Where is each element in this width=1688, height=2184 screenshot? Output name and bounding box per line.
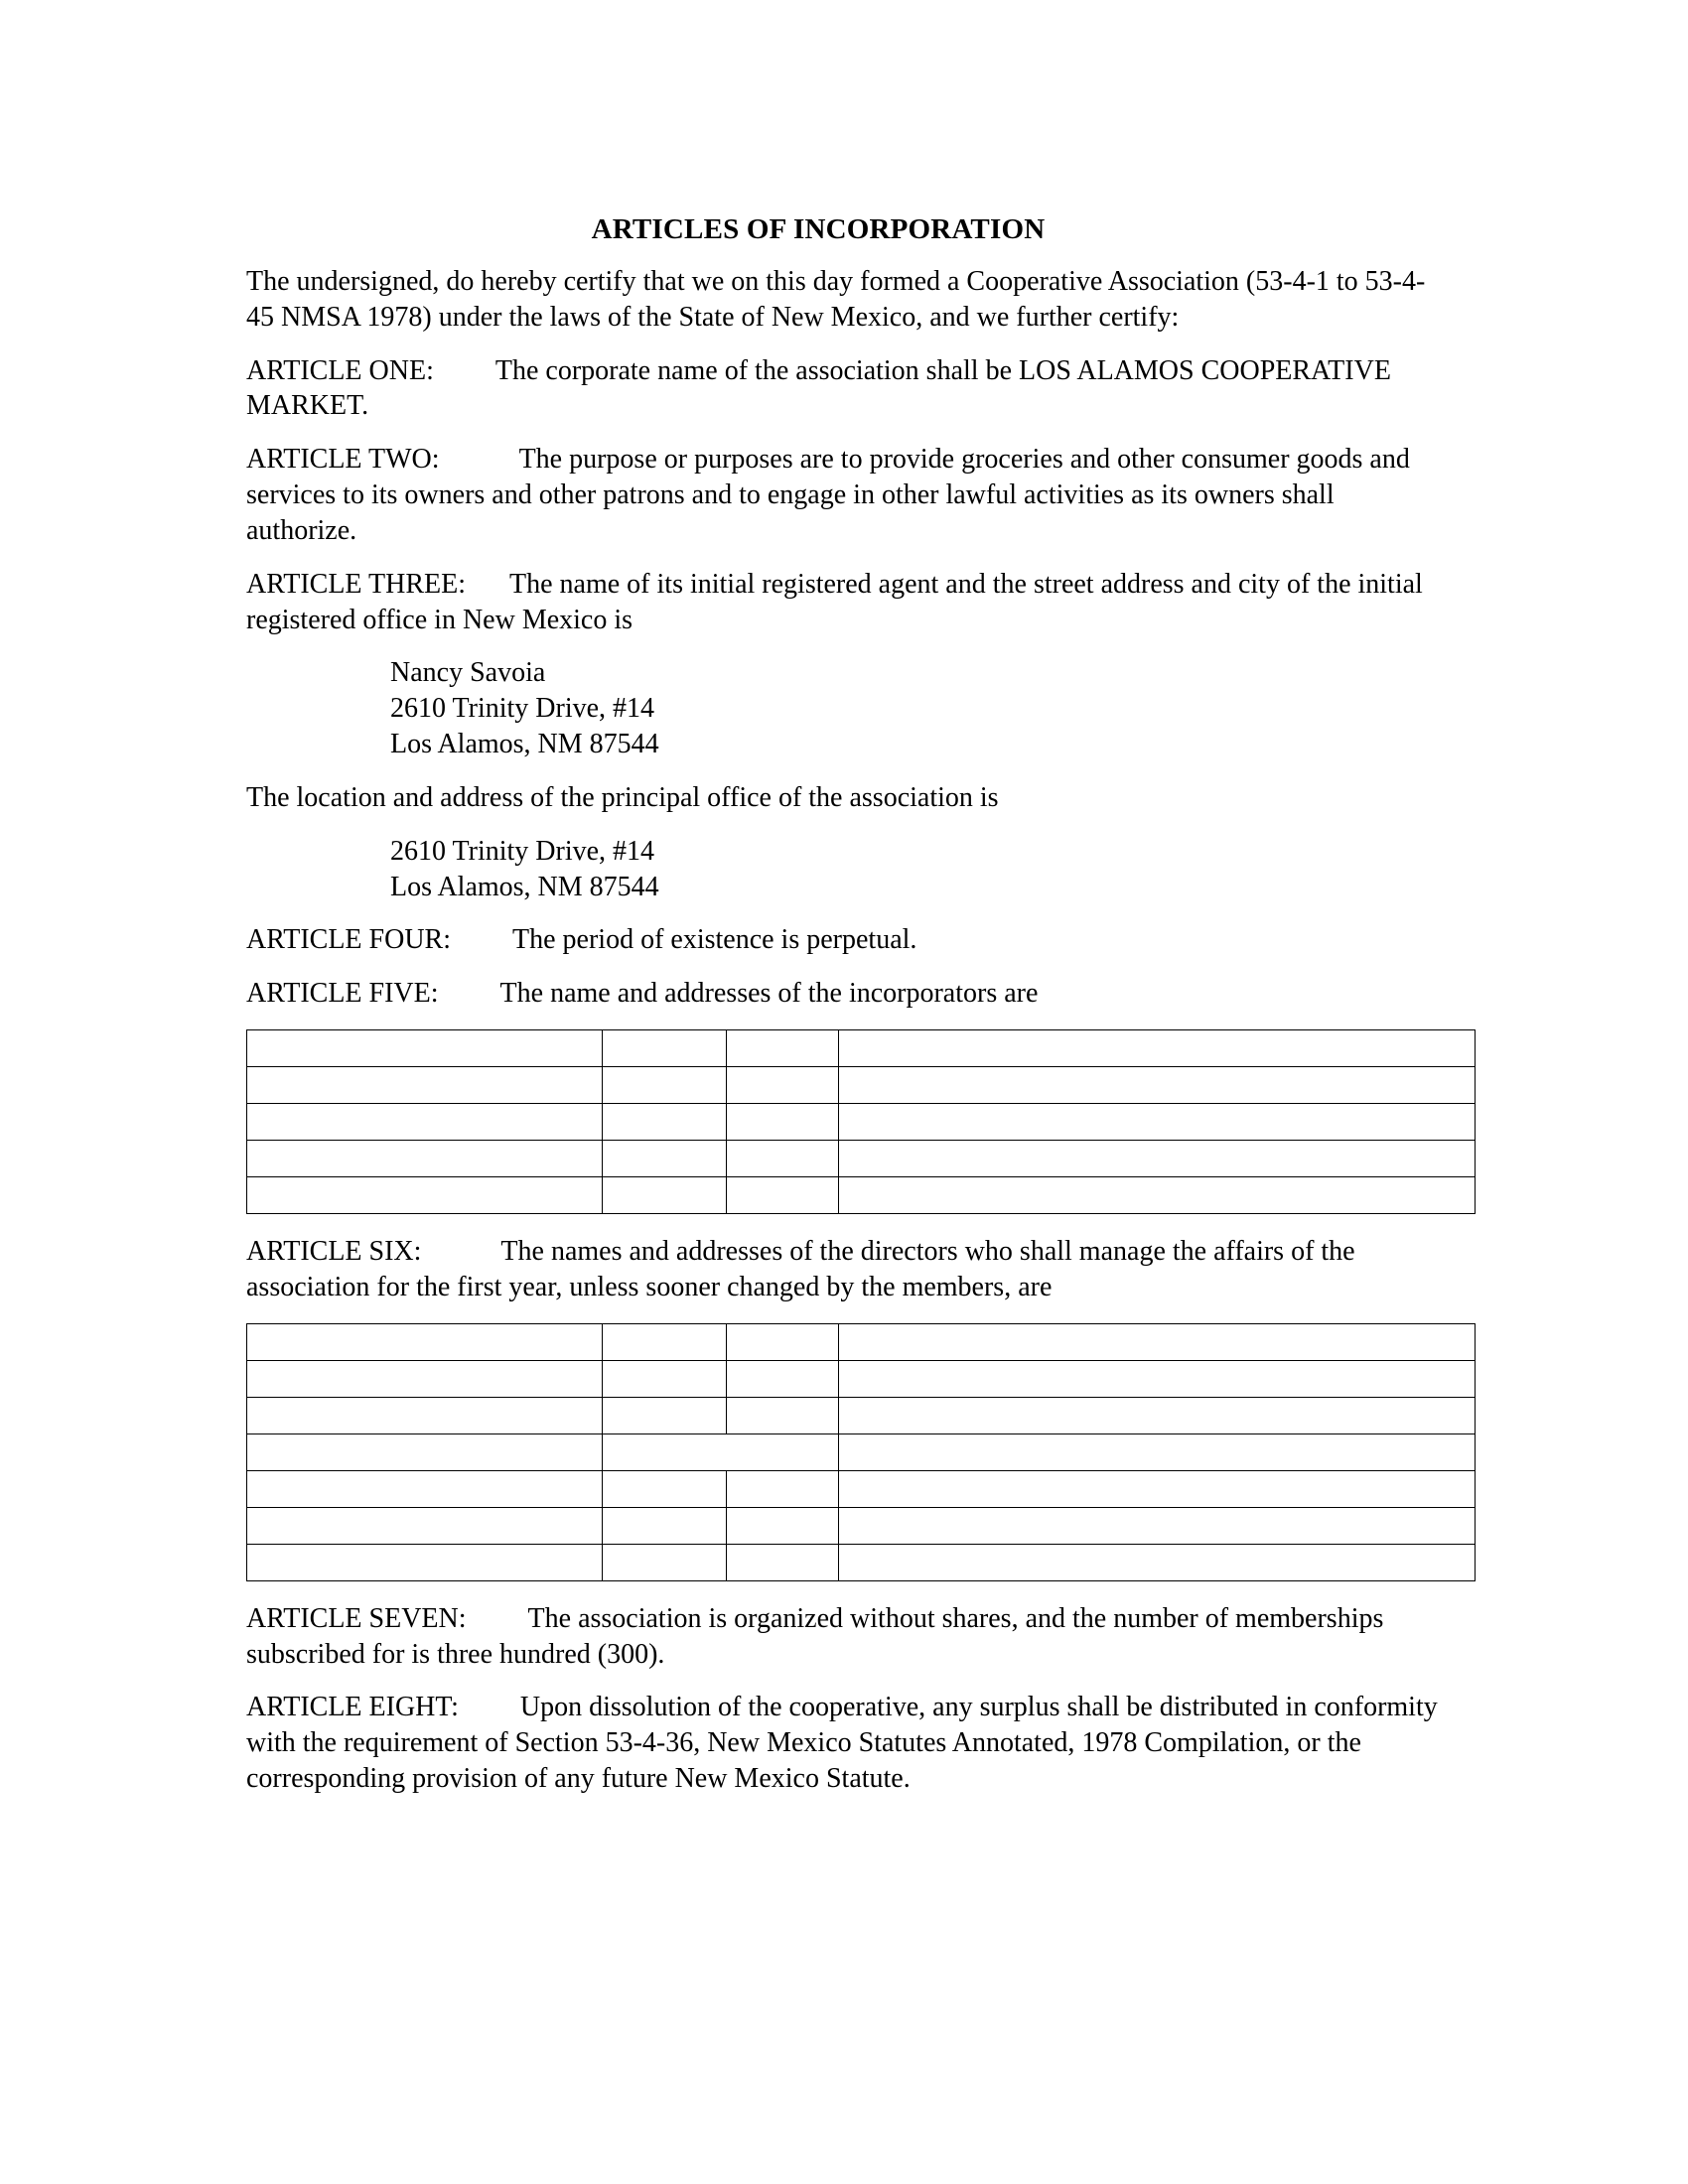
registered-agent-street: 2610 Trinity Drive, #14	[390, 693, 655, 725]
table-cell[interactable]	[247, 1141, 603, 1177]
table-cell[interactable]	[603, 1067, 727, 1104]
table-cell[interactable]	[839, 1030, 1476, 1067]
table-cell[interactable]	[727, 1507, 839, 1544]
table-cell[interactable]	[603, 1507, 727, 1544]
table-cell[interactable]	[603, 1470, 727, 1507]
principal-office-address	[246, 834, 1450, 905]
incorporators-table	[246, 1029, 1476, 1214]
article-seven-text: The association is organized without shares, and the number of memberships subscribed for is three hundred (300).	[246, 1602, 1384, 1670]
principal-office-city: Los Alamos, NM 87544	[390, 871, 659, 902]
registered-agent-address	[246, 655, 1450, 761]
article-four-text: The period of existence is perpetual.	[512, 924, 917, 956]
table-cell[interactable]	[603, 1433, 839, 1470]
table-cell[interactable]	[727, 1360, 839, 1397]
table-cell[interactable]	[603, 1397, 727, 1433]
article-seven-paragraph	[246, 1601, 1450, 1673]
table-cell[interactable]	[839, 1544, 1476, 1580]
table-cell[interactable]	[727, 1141, 839, 1177]
table-cell[interactable]	[727, 1470, 839, 1507]
table-cell[interactable]	[247, 1507, 603, 1544]
article-two-label: ARTICLE TWO:	[246, 444, 440, 476]
article-seven-label: ARTICLE SEVEN:	[246, 1602, 467, 1634]
table-cell[interactable]	[247, 1177, 603, 1214]
table-cell[interactable]	[603, 1544, 727, 1580]
table-cell[interactable]	[247, 1433, 603, 1470]
table-cell[interactable]	[247, 1104, 603, 1141]
table-row	[247, 1177, 1476, 1214]
article-one-text: The corporate name of the association shall be LOS ALAMOS COOPERATIVE MARKET.	[246, 354, 1391, 422]
article-six-label: ARTICLE SIX:	[246, 1236, 422, 1268]
table-cell[interactable]	[247, 1470, 603, 1507]
article-five-text: The name and addresses of the incorporators are	[499, 978, 1039, 1010]
table-row	[247, 1067, 1476, 1104]
article-four-paragraph	[246, 922, 1450, 958]
table-cell[interactable]	[247, 1544, 603, 1580]
article-three-label: ARTICLE THREE:	[246, 568, 467, 600]
table-cell[interactable]	[247, 1323, 603, 1360]
table-cell[interactable]	[727, 1030, 839, 1067]
table-cell[interactable]	[247, 1360, 603, 1397]
article-eight-paragraph	[246, 1690, 1450, 1796]
article-one-label: ARTICLE ONE:	[246, 354, 434, 386]
article-eight-label: ARTICLE EIGHT:	[246, 1692, 459, 1723]
table-row	[247, 1030, 1476, 1067]
table-cell[interactable]	[603, 1030, 727, 1067]
table-cell[interactable]	[727, 1323, 839, 1360]
article-five-label: ARTICLE FIVE:	[246, 978, 439, 1010]
article-eight-text: Upon dissolution of the cooperative, any surplus shall be distributed in conformity with the requirement of Section 53-4-36, New Mexico Statutes Annotated, 1978 Compilation, or the corresponding provision of any future New Mexico Statute.	[246, 1692, 1438, 1795]
table-cell[interactable]	[603, 1360, 727, 1397]
table-cell[interactable]	[839, 1397, 1476, 1433]
table-row	[247, 1507, 1476, 1544]
article-six-paragraph	[246, 1234, 1450, 1305]
table-cell[interactable]	[247, 1030, 603, 1067]
article-six-text: The names and addresses of the directors who shall manage the affairs of the association for the first year, unless sooner changed by the members, are	[246, 1236, 1355, 1302]
principal-office-street: 2610 Trinity Drive, #14	[390, 835, 655, 867]
table-cell[interactable]	[727, 1104, 839, 1141]
table-cell[interactable]	[247, 1397, 603, 1433]
table-cell[interactable]	[603, 1323, 727, 1360]
table-cell[interactable]	[727, 1177, 839, 1214]
article-five-paragraph	[246, 976, 1450, 1012]
directors-table	[246, 1323, 1476, 1581]
article-two-text: The purpose or purposes are to provide groceries and other consumer goods and services to its owners and other patrons and to engage in other lawful activities as its owners shall authorize.	[246, 444, 1410, 546]
intro-paragraph: The undersigned, do hereby certify that we on this day formed a Cooperative Association (53-4-1 to 53-4-45 NMSA 1978) under the laws of the State of New Mexico, and we further certify:	[246, 266, 1426, 333]
article-three-paragraph	[246, 567, 1450, 638]
article-four-label: ARTICLE FOUR:	[246, 924, 451, 956]
article-three-text: The name of its initial registered agent and the street address and city of the initial registered office in New Mexico is	[246, 568, 1423, 635]
table-row	[247, 1397, 1476, 1433]
table-cell[interactable]	[839, 1177, 1476, 1214]
article-one-paragraph	[246, 353, 1450, 425]
table-cell[interactable]	[603, 1177, 727, 1214]
table-cell[interactable]	[839, 1141, 1476, 1177]
table-cell[interactable]	[603, 1104, 727, 1141]
table-cell[interactable]	[727, 1397, 839, 1433]
table-cell[interactable]	[247, 1067, 603, 1104]
table-cell[interactable]	[839, 1360, 1476, 1397]
table-row	[247, 1323, 1476, 1360]
table-cell[interactable]	[603, 1141, 727, 1177]
page-title: ARTICLES OF INCORPORATION	[591, 213, 1046, 245]
table-row	[247, 1360, 1476, 1397]
principal-office-intro: The location and address of the principal office of the association is	[246, 781, 999, 813]
table-cell[interactable]	[839, 1507, 1476, 1544]
table-cell[interactable]	[839, 1323, 1476, 1360]
table-cell[interactable]	[839, 1433, 1476, 1470]
table-cell[interactable]	[727, 1067, 839, 1104]
table-row	[247, 1544, 1476, 1580]
table-row	[247, 1433, 1476, 1470]
table-row	[247, 1141, 1476, 1177]
table-cell[interactable]	[839, 1067, 1476, 1104]
registered-agent-city: Los Alamos, NM 87544	[390, 729, 659, 760]
registered-agent-name: Nancy Savoia	[390, 657, 546, 689]
table-cell[interactable]	[839, 1470, 1476, 1507]
table-row	[247, 1470, 1476, 1507]
table-cell[interactable]	[839, 1104, 1476, 1141]
article-two-paragraph	[246, 442, 1450, 548]
table-cell[interactable]	[727, 1544, 839, 1580]
table-row	[247, 1104, 1476, 1141]
